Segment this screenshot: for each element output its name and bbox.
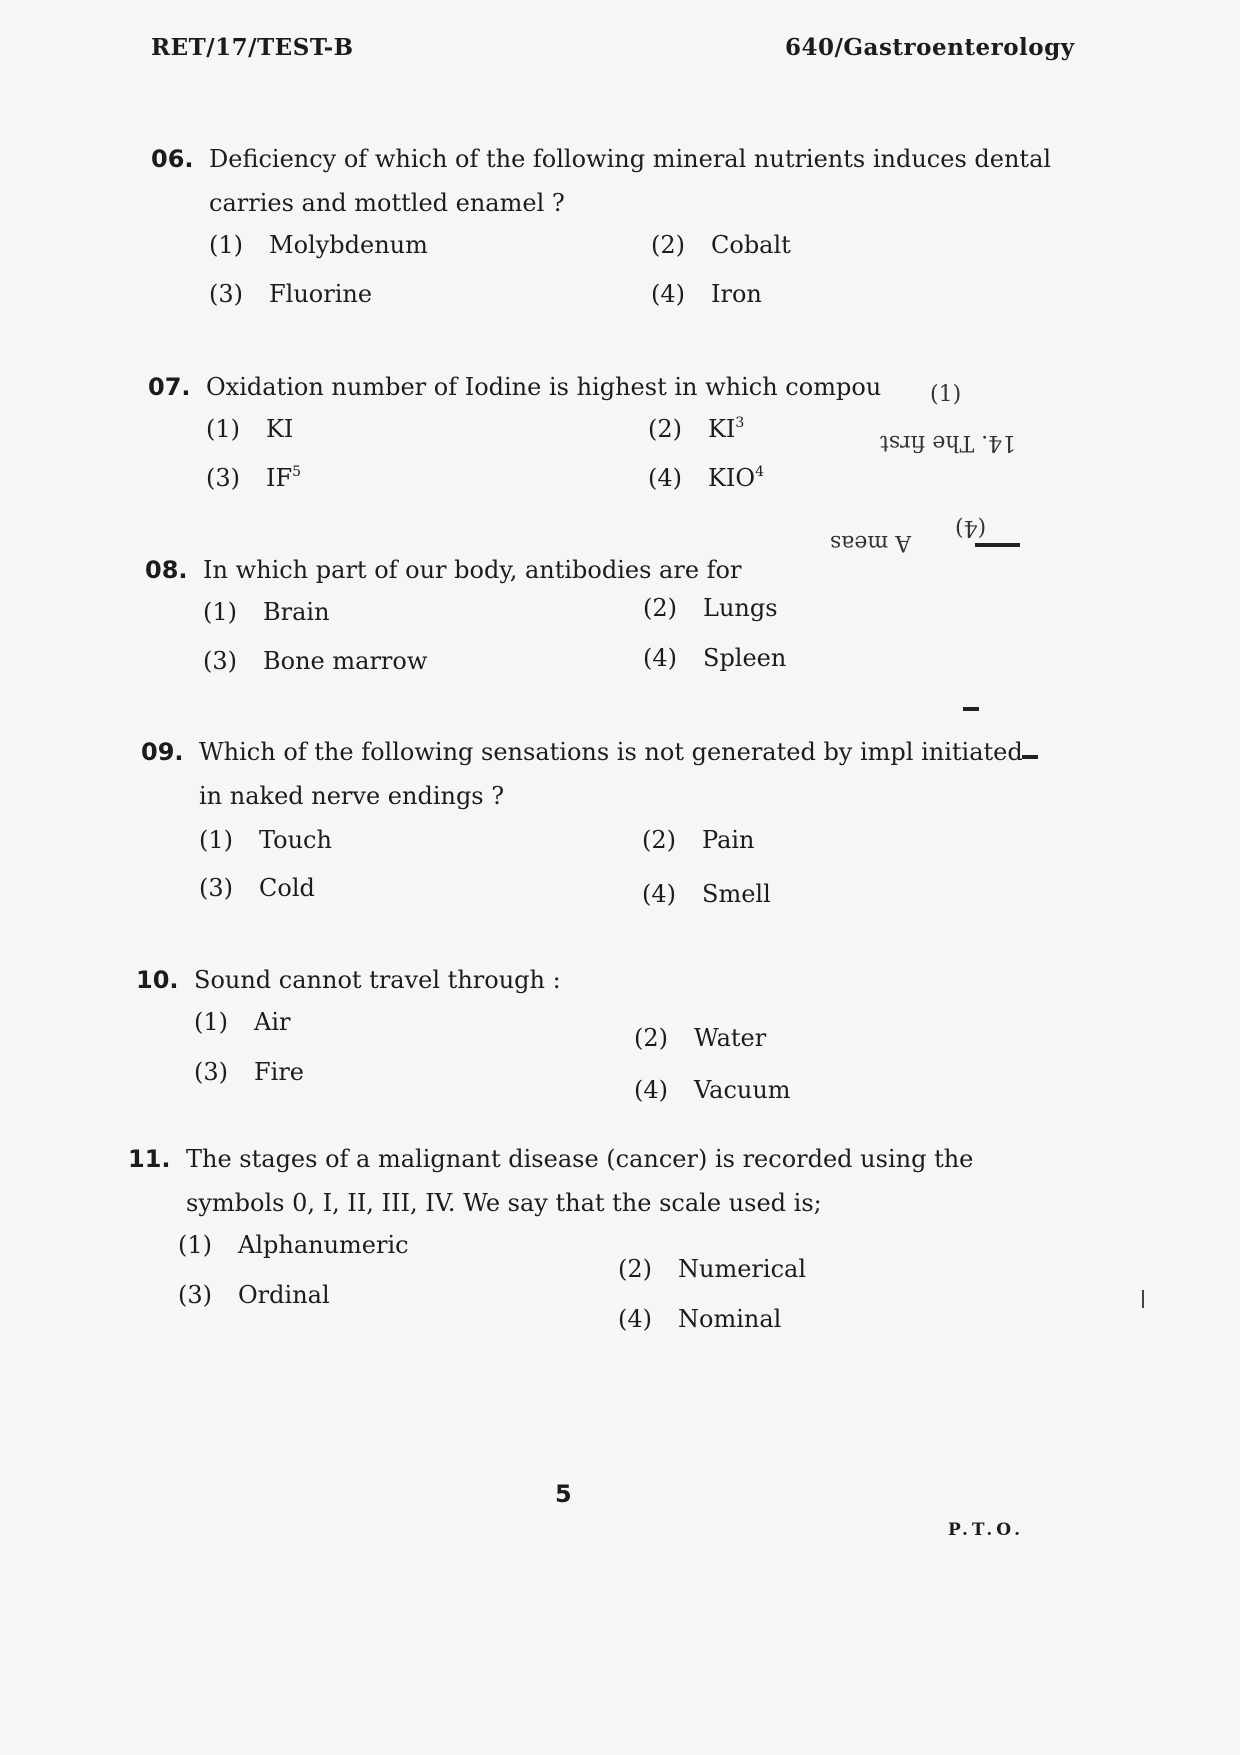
option-4: (4) Nominal (618, 1305, 782, 1333)
option-3: (3) Cold (199, 874, 315, 902)
page-number: 5 (555, 1480, 572, 1508)
question-text: Which of the following sensations is not generated by impl initiated in naked nerve endings ? (199, 738, 1023, 810)
bleed-through-text: A meas (830, 530, 912, 555)
question-07 (148, 365, 968, 509)
question-number: 10. (136, 966, 179, 994)
question-number: 08. (145, 556, 188, 584)
exam-code: RET/17/TEST-B (151, 34, 354, 61)
option-4: (4) KIO 4 (648, 464, 765, 492)
question-09 (141, 730, 1041, 918)
question-11 (128, 1137, 1068, 1345)
option-4: (4) Iron (651, 280, 762, 308)
please-turn-over: P.T.O. (948, 1520, 1024, 1540)
option-2: (2) Lungs (643, 594, 778, 622)
bleed-mark (975, 543, 1020, 547)
question-text: Oxidation number of Iodine is highest in which compou (206, 373, 882, 401)
option-1: (1) Molybdenum (209, 231, 428, 259)
question-06 (151, 137, 1091, 325)
bleed-through-text: 14. The first (880, 430, 1017, 455)
question-number: 06. (151, 145, 194, 173)
bleed-mark (963, 707, 979, 711)
option-3: (3) Bone marrow (203, 647, 428, 675)
question-text: The stages of a malignant disease (cancer) is recorded using the symbols 0, I, II, III, IV. We say that the scale used is; (186, 1145, 974, 1217)
option-3: (3) Fire (194, 1058, 305, 1086)
option-4: (4) Spleen (643, 644, 787, 672)
option-3: (3) Ordinal (178, 1281, 330, 1309)
question-08 (145, 548, 965, 692)
question-number: 09. (141, 738, 184, 766)
option-1: (1) Touch (199, 826, 332, 854)
bleed-through-text: (1) (930, 382, 962, 407)
option-3: (3) Fluorine (209, 280, 373, 308)
option-4: (4) Vacuum (634, 1076, 791, 1104)
option-4: (4) Smell (642, 880, 771, 908)
option-2: (2) Water (634, 1024, 767, 1052)
option-1: (1) KI (206, 415, 294, 443)
question-number: 07. (148, 373, 191, 401)
question-number: 11. (128, 1145, 171, 1173)
stray-mark (1142, 1290, 1144, 1308)
bleed-through-text: (4) (955, 515, 987, 540)
question-10 (136, 958, 956, 1122)
question-text: Sound cannot travel through : (194, 966, 561, 994)
option-1: (1) Air (194, 1008, 291, 1036)
option-1: (1) Brain (203, 598, 330, 626)
option-2: (2) Numerical (618, 1255, 806, 1283)
option-3: (3) IF 5 (206, 464, 302, 492)
option-1: (1) Alphanumeric (178, 1231, 409, 1259)
subject-code: 640/Gastroenterology (785, 34, 1075, 61)
option-2: (2) KI 3 (648, 415, 745, 443)
option-2: (2) Pain (642, 826, 755, 854)
option-2: (2) Cobalt (651, 231, 791, 259)
question-text: In which part of our body, antibodies are for (203, 556, 742, 584)
question-text: Deficiency of which of the following mineral nutrients induces dental carries and mottled enamel ? (209, 145, 1052, 217)
